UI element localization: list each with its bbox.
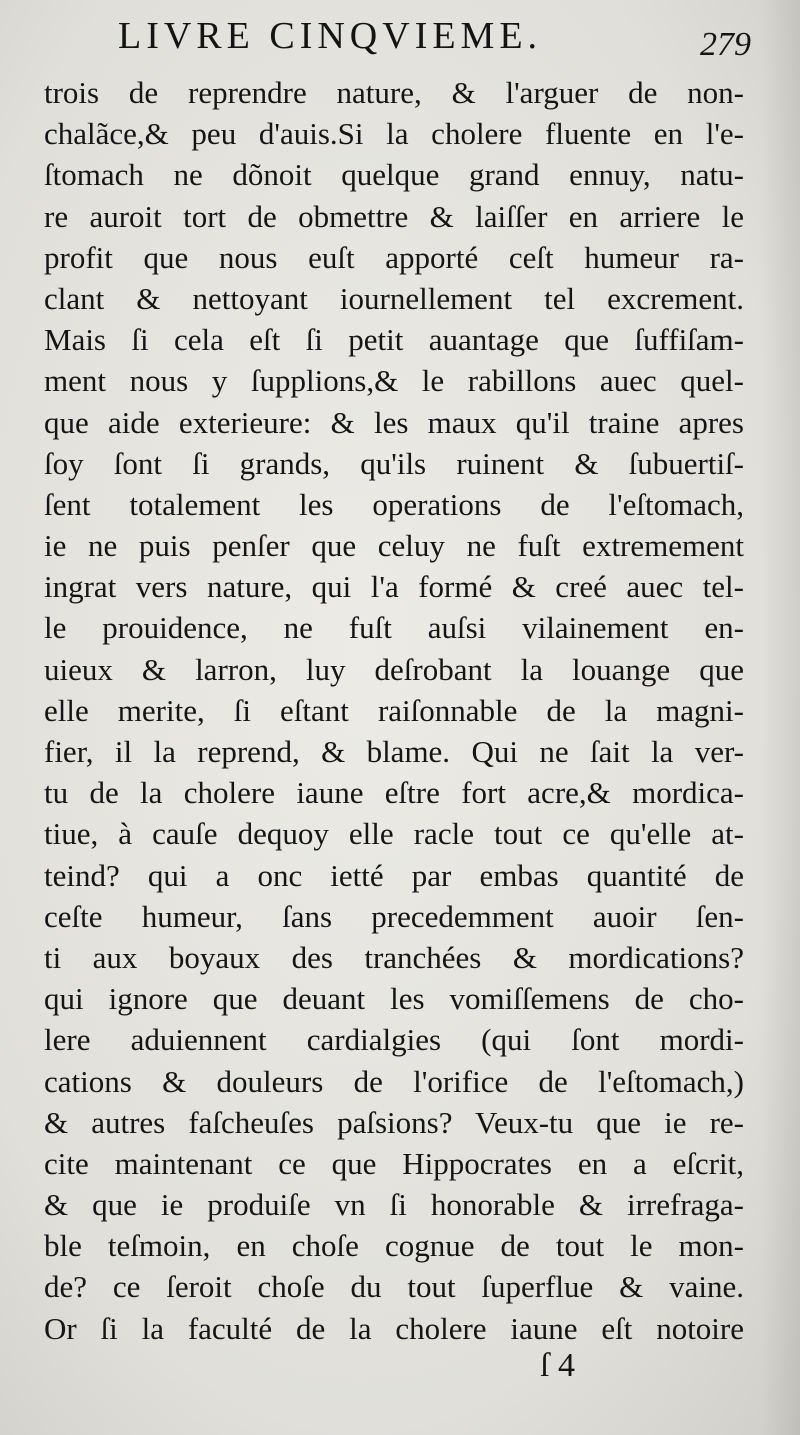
page-header: [0, 0, 800, 70]
text-line: tu de la cholere iaune eſtre fort acre,& mordica-: [44, 775, 744, 811]
text-line: le prouidence, ne fuſt auſsi vilainement en-: [44, 610, 744, 646]
text-line: teind? qui a onc ietté par embas quantité de: [44, 857, 744, 893]
text-line: trois de reprendre nature, & l'arguer de non-: [44, 75, 744, 110]
page-number: 279: [700, 26, 751, 63]
body-text: [44, 72, 744, 1349]
text-line: cations & douleurs de l'orifice de l'eſtomach,): [44, 1063, 744, 1099]
text-line: ie ne puis penſer que celuy ne fuſt extremement: [44, 528, 744, 564]
text-line: ment nous y ſupplions,& le rabillons auec quel-: [44, 363, 744, 399]
text-line: qui ignore que deuant les vomiſſemens de cho-: [44, 981, 744, 1017]
text-line: ble teſmoin, en choſe cognue de tout le mon-: [44, 1228, 744, 1264]
text-line: Or ſi la faculté de la cholere iaune eſt notoire: [44, 1310, 744, 1346]
text-line: elle merite, ſi eſtant raiſonnable de la magni-: [44, 692, 744, 728]
page-edge-shadow: [760, 0, 800, 1435]
signature-mark: ſ 4: [540, 1347, 575, 1384]
text-line: clant & nettoyant iournellement tel excrement.: [44, 280, 744, 316]
text-line: ſent totalement les operations de l'eſtomach,: [44, 486, 744, 522]
text-line: cite maintenant ce que Hippocrates en a eſcrit,: [44, 1145, 744, 1181]
text-line: & que ie produiſe vn ſi honorable & irrefraga-: [44, 1187, 744, 1223]
text-line: chalãce,& peu d'auis.Si la cholere fluente en l'e-: [44, 116, 744, 152]
text-line: ingrat vers nature, qui l'a formé & creé auec tel-: [44, 569, 744, 605]
text-line: ti aux boyaux des tranchées & mordications?: [44, 939, 744, 975]
text-line: fier, il la reprend, & blame. Qui ne ſait la ver-: [44, 734, 744, 769]
text-line: ſtomach ne dõnoit quelque grand ennuy, natu-: [44, 157, 744, 193]
text-line: ſoy ſont ſi grands, qu'ils ruinent & ſubuertiſ-: [44, 445, 744, 481]
text-line: lere aduiennent cardialgies (qui ſont mordi-: [44, 1022, 744, 1058]
text-line: de? ce ſeroit choſe du tout ſuperflue & vaine.: [44, 1269, 744, 1305]
text-line: re auroit tort de obmettre & laiſſer en arriere le: [44, 198, 744, 234]
text-line: que aide exterieure: & les maux qu'il traine apres: [44, 404, 744, 440]
text-line: Mais ſi cela eſt ſi petit auantage que ſuffiſam-: [44, 322, 744, 358]
text-line: uieux & larron, luy deſrobant la louange que: [44, 651, 744, 687]
text-line: ceſte humeur, ſans precedemment auoir ſen-: [44, 898, 744, 934]
page-footer: [0, 1345, 800, 1435]
running-head: LIVRE CINQVIEME.: [118, 15, 543, 57]
text-line: & autres faſcheuſes paſsions? Veux-tu que ie re-: [44, 1104, 744, 1140]
text-line: profit que nous euſt apporté ceſt humeur ra-: [44, 239, 744, 275]
text-line: tiue, à cauſe dequoy elle racle tout ce qu'elle at-: [44, 816, 744, 852]
